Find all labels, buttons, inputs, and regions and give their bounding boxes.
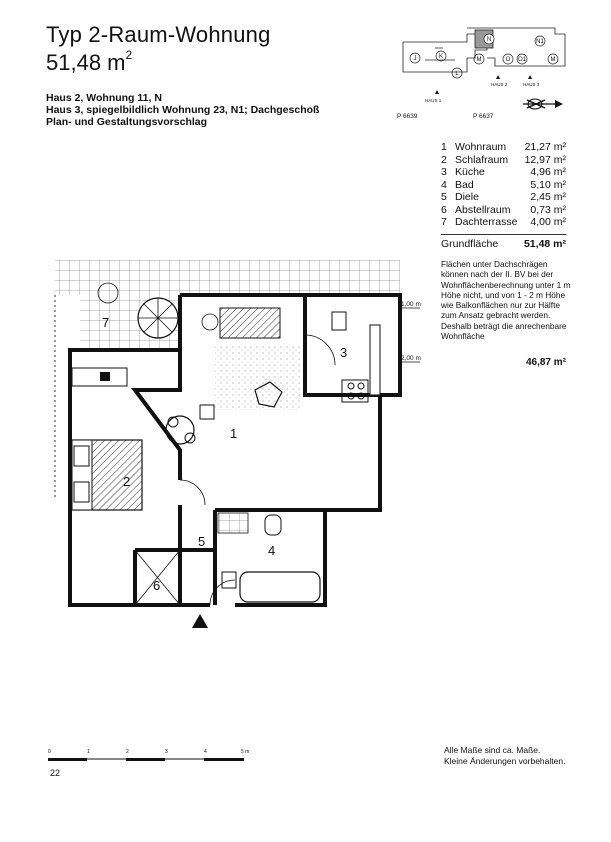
room-name: Schlafraum xyxy=(455,153,509,166)
site-plan xyxy=(395,20,605,125)
apartment-area xyxy=(46,50,132,76)
scale-tick-label: 1 xyxy=(87,749,90,755)
toilet-icon xyxy=(265,515,281,535)
subtitle-line-3: Plan- und Gestaltungsvorschlag xyxy=(46,116,208,128)
room-area: 5,10 m² xyxy=(530,178,566,191)
note-value: 46,87 m² xyxy=(525,357,566,368)
kitchen-counter-icon xyxy=(342,325,380,402)
room-area: 21,27 m² xyxy=(524,141,566,153)
desk-icon xyxy=(72,368,127,386)
room-no: 3 xyxy=(441,166,447,178)
north-arrow-icon xyxy=(523,99,563,109)
grundflaeche-value: 51,48 m² xyxy=(523,238,566,250)
room-no: 2 xyxy=(441,153,447,166)
room-list xyxy=(441,141,566,229)
parasol-icon xyxy=(138,298,178,338)
room-no: 4 xyxy=(441,178,447,191)
scale-bar xyxy=(48,748,268,764)
room-no: 6 xyxy=(441,203,447,216)
room-no: 7 xyxy=(441,216,447,228)
site-label-o1: O1 xyxy=(517,57,527,63)
sofa-icon xyxy=(220,308,280,338)
site-label-n: N xyxy=(486,37,492,43)
scale-tick-label: 0 xyxy=(48,749,51,755)
footer-line-1: Alle Maße sind ca. Maße. xyxy=(444,745,541,755)
site-haus-2: HAUS 2 xyxy=(491,82,508,87)
site-label-l: L xyxy=(455,71,459,77)
site-label-n1: N1 xyxy=(536,39,544,45)
room-no: 1 xyxy=(441,141,447,153)
site-p-left: P 6639 xyxy=(397,113,418,120)
footer-note xyxy=(444,745,565,767)
room-name: Küche xyxy=(455,166,485,178)
room-name: Wohnraum xyxy=(455,141,507,153)
room-row xyxy=(441,191,566,204)
entrance-arrow-icon xyxy=(192,614,208,628)
height-1m-label: 1,00 m xyxy=(401,301,421,308)
room-label-3: 3 xyxy=(340,345,348,360)
grundflaeche-label: Grundfläche xyxy=(441,238,499,250)
room-row xyxy=(441,204,566,217)
room-row xyxy=(441,166,566,179)
terrace-roof-strip xyxy=(55,260,400,295)
site-haus-1: HAUS 1 xyxy=(425,98,442,103)
room-area: 12,97 m² xyxy=(524,153,566,166)
subtitle-line-2: Haus 3, spiegelbildlich Wohnung 23, N1; Dachgeschoß xyxy=(46,104,320,116)
dining-table-icon xyxy=(166,416,194,444)
page-number: 22 xyxy=(50,768,61,778)
page-title: Typ 2-Raum-Wohnung xyxy=(46,22,271,47)
site-label-k: K xyxy=(438,54,444,60)
room-name: Dachterrasse xyxy=(455,216,518,228)
area-note: Flächen unter Dachschrägen können nach der II. BV bei der Wohnflächenberechnung unter 1 m Höhe nicht, und von 1 - 2 m Höhe wie Balkonflächen nur zur Hälfte zum Ansatz gebracht werden. Deshalb beträgt die anrechenbare Wohnfläche xyxy=(441,259,571,342)
room-label-4: 4 xyxy=(268,543,276,558)
height-2m-label: 2,00 m xyxy=(401,355,421,362)
room-area: 2,45 m² xyxy=(530,191,566,203)
scale-tick-label: 2 xyxy=(126,749,129,755)
site-label-m: M xyxy=(476,57,482,63)
room-name: Bad xyxy=(455,178,474,191)
bed-icon xyxy=(72,440,142,510)
room-no: 5 xyxy=(441,191,447,203)
room-label-6: 6 xyxy=(153,578,161,593)
room-label-5: 5 xyxy=(198,534,206,549)
kitchen-chair-icon xyxy=(332,312,346,330)
plant-icon xyxy=(202,314,218,330)
room-area: 0,73 m² xyxy=(530,203,566,216)
room-label-1: 1 xyxy=(230,426,238,441)
floor-plan xyxy=(40,250,430,635)
room-label-7: 7 xyxy=(102,315,110,330)
scale-tick-label: 5 m xyxy=(241,749,250,755)
room-label-2: 2 xyxy=(123,474,131,489)
room-row xyxy=(441,179,566,192)
room-row xyxy=(441,154,566,167)
grundflaeche-row xyxy=(441,234,566,250)
scale-tick-label: 3 xyxy=(165,749,168,755)
footer-line-2: Kleine Änderungen vorbehalten. xyxy=(444,756,566,766)
room-area: 4,00 m² xyxy=(530,216,566,228)
scale-tick-label: 4 xyxy=(204,749,207,755)
site-p-right: P 6637 xyxy=(473,113,494,120)
site-haus-3: HAUS 3 xyxy=(523,82,540,87)
room-area: 4,96 m² xyxy=(530,166,566,178)
site-label-m2: M xyxy=(550,57,556,63)
site-label-j: J xyxy=(413,56,417,62)
room-name: Diele xyxy=(455,191,479,203)
site-label-o: O xyxy=(505,57,511,63)
room-name: Abstellraum xyxy=(455,203,511,216)
area-value: 51,48 m xyxy=(46,50,126,75)
room-row xyxy=(441,141,566,154)
room-row xyxy=(441,216,566,229)
area-unit-sup: 2 xyxy=(125,48,133,62)
subtitle-line-1: Haus 2, Wohnung 11, N xyxy=(46,92,162,104)
bathtub-icon xyxy=(240,572,320,602)
